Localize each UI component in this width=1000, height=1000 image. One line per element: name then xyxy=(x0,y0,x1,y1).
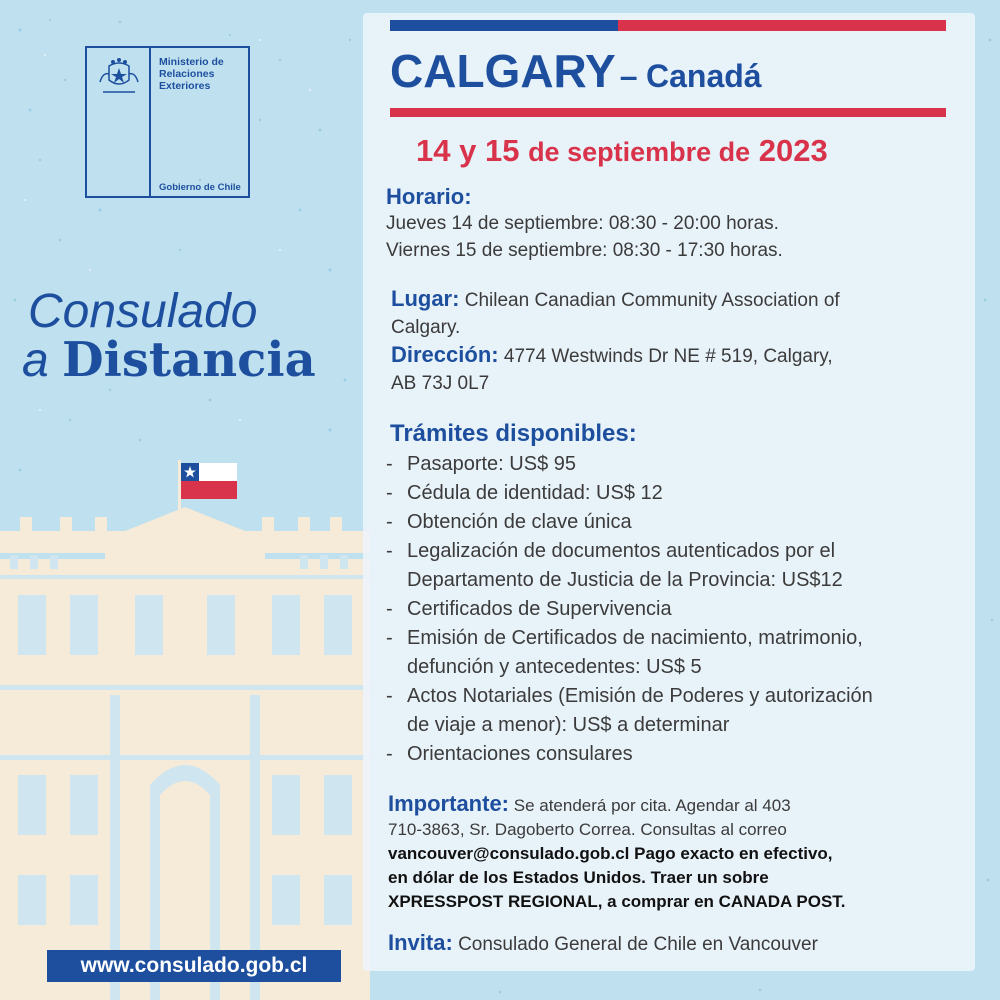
place-label: Lugar: xyxy=(391,286,460,311)
important-bold-3: XPRESSPOST REGIONAL, a comprar en CANADA POST. xyxy=(388,892,846,911)
city-name: CALGARY xyxy=(390,45,616,97)
chile-flag-icon xyxy=(181,463,237,499)
bullet-dash: - xyxy=(386,627,393,649)
invite-label: Invita: xyxy=(388,930,453,955)
address-label: Dirección: xyxy=(391,342,499,367)
top-stripe-blue xyxy=(390,20,618,31)
schedule-section xyxy=(386,183,783,264)
bottom-stripe-red xyxy=(390,108,946,117)
building-illustration xyxy=(0,455,370,1000)
service-item xyxy=(386,624,873,682)
bullet-dash: - xyxy=(386,598,393,620)
important-text-2: 710-3863, Sr. Dagoberto Correa. Consultas al correo xyxy=(388,820,787,839)
invite-value: Consulado General de Chile en Vancouver xyxy=(458,934,818,955)
dates-year: 2023 xyxy=(758,133,828,168)
bullet-dash: - xyxy=(386,453,393,475)
title-distancia-word: Distancia xyxy=(62,332,316,388)
service-item-text: Pasaporte: US$ 95 xyxy=(407,453,576,475)
important-text-1: Se atenderá por cita. Agendar al 403 xyxy=(513,796,791,815)
invite-section xyxy=(388,930,818,956)
service-item-text: Legalización de documentos autenticados por el Departamento de Justicia de la Provincia: US$12 xyxy=(407,540,843,591)
address-value-2: AB 73J 0L7 xyxy=(391,373,490,394)
services-label: Trámites disponibles: xyxy=(390,420,637,447)
title-consulado: Consulado xyxy=(28,285,258,338)
service-item-text: Actos Notariales (Emisión de Poderes y autorización de viaje a menor): US$ a determinar xyxy=(407,685,873,736)
bullet-dash: - xyxy=(386,540,393,562)
service-item xyxy=(386,450,873,479)
schedule-label: Horario: xyxy=(386,184,472,209)
service-item xyxy=(386,537,873,595)
title-distancia xyxy=(22,332,316,388)
service-item xyxy=(386,479,873,508)
website-link[interactable]: www.consulado.gob.cl xyxy=(47,950,341,982)
important-bold-2: en dólar de los Estados Unidos. Traer un sobre xyxy=(388,868,769,887)
logo-divider xyxy=(149,48,151,196)
place-value-1: Chilean Canadian Community Association of xyxy=(464,290,840,311)
address-value-1: 4774 Westwinds Dr NE # 519, Calgary, xyxy=(503,346,833,367)
service-item xyxy=(386,682,873,740)
place-section xyxy=(391,285,840,397)
bullet-dash: - xyxy=(386,743,393,765)
dates-month: de septiembre de xyxy=(528,137,751,167)
bullet-dash: - xyxy=(386,685,393,707)
important-section xyxy=(388,792,958,914)
event-location xyxy=(390,44,762,98)
service-item xyxy=(386,740,873,769)
important-label: Importante: xyxy=(388,791,509,816)
event-dates xyxy=(416,133,828,169)
service-item-text: Emisión de Certificados de nacimiento, matrimonio, defunción y antecedentes: US$ 5 xyxy=(407,627,863,678)
service-item xyxy=(386,595,873,624)
top-stripe-red xyxy=(618,20,946,31)
bullet-dash: - xyxy=(386,511,393,533)
bullet-dash: - xyxy=(386,482,393,504)
place-value-2: Calgary. xyxy=(391,317,461,338)
title-a: a xyxy=(22,334,49,387)
dates-days: 14 y 15 xyxy=(416,133,520,168)
important-email[interactable]: vancouver@consulado.gob.cl Pago exacto en efectivo, xyxy=(388,844,833,863)
services-list xyxy=(386,450,873,769)
schedule-line-2: Viernes 15 de septiembre: 08:30 - 17:30 horas. xyxy=(386,240,783,261)
ministry-logo xyxy=(85,46,250,198)
government-label: Gobierno de Chile xyxy=(159,182,241,193)
chile-coat-of-arms-icon xyxy=(95,56,143,98)
service-item-text: Certificados de Supervivencia xyxy=(407,598,672,620)
country-name: Canadá xyxy=(645,58,762,94)
service-item-text: Obtención de clave única xyxy=(407,511,632,533)
service-item-text: Cédula de identidad: US$ 12 xyxy=(407,482,663,504)
service-item-text: Orientaciones consulares xyxy=(407,743,633,765)
service-item xyxy=(386,508,873,537)
schedule-line-1: Jueves 14 de septiembre: 08:30 - 20:00 horas. xyxy=(386,213,779,234)
city-dash: – xyxy=(619,58,638,94)
ministry-name: Ministerio de Relaciones Exteriores xyxy=(159,56,224,92)
